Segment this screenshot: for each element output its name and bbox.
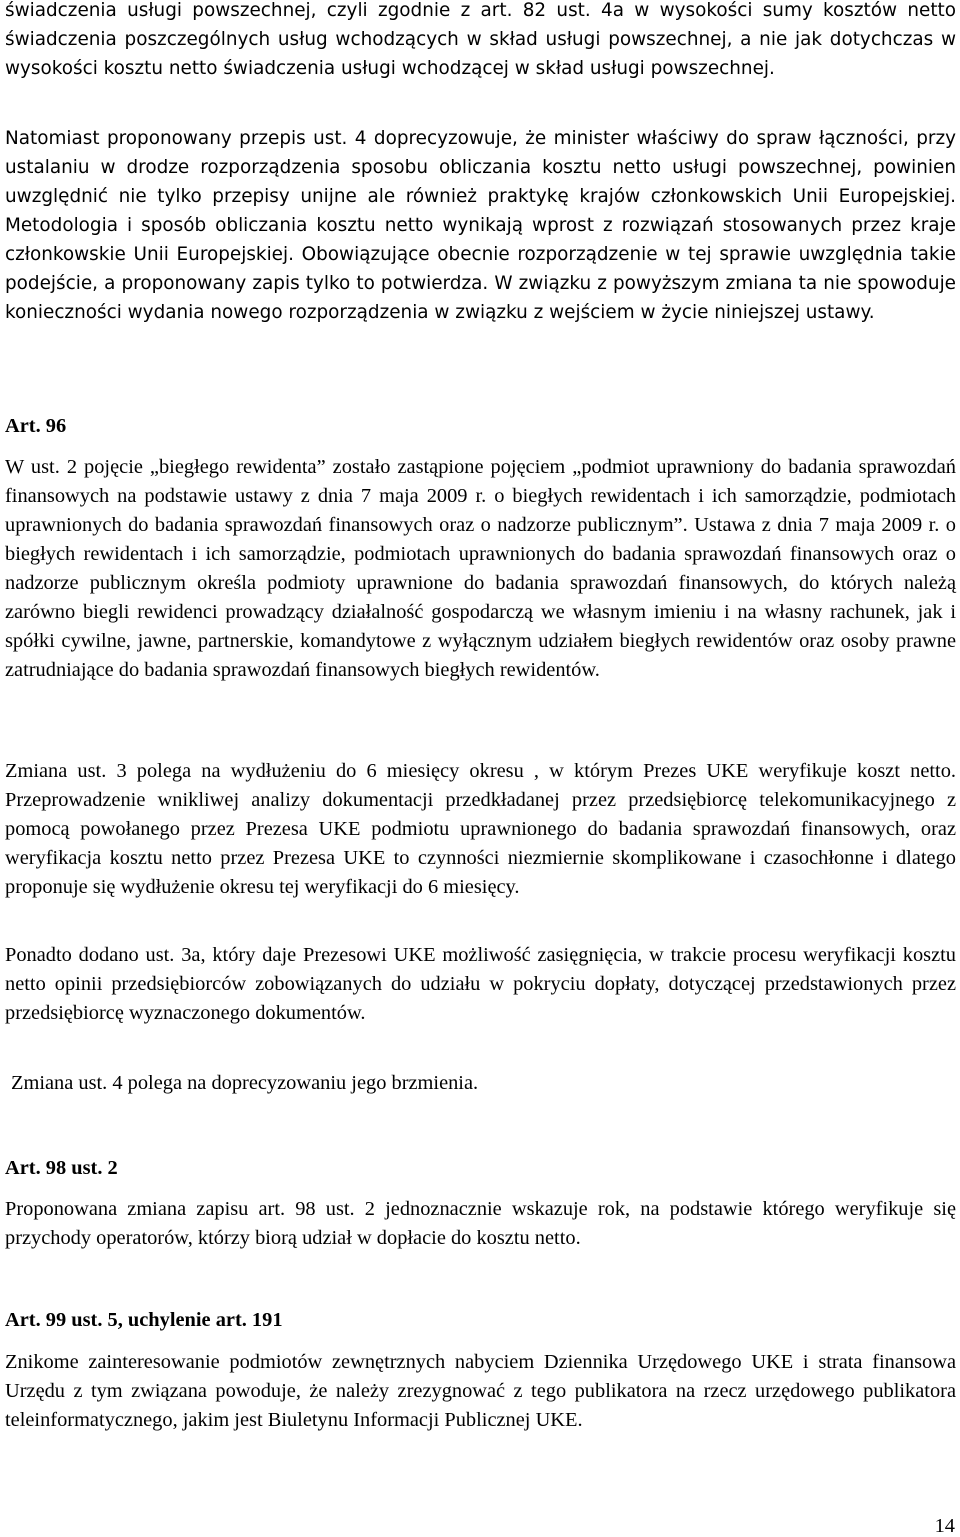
heading-art-96: Art. 96: [5, 415, 67, 437]
paragraph-universal-service-cost: świadczenia usługi powszechnej, czyli zgodnie z art. 82 ust. 4a w wysokości sumy kosztów netto świadczenia poszczególnych usług wchodzących w skład usługi powszechnej, a nie jak dotychczas w wysokości kosztu netto świadczenia usługi wchodzącej w skład usługi powszechnej.: [5, 0, 956, 79]
heading-art-99: Art. 99 ust. 5, uchylenie art. 191: [5, 1309, 283, 1331]
paragraph-auditor-definition: W ust. 2 pojęcie „biegłego rewidenta” zostało zastąpione pojęciem „podmiot uprawniony do badania sprawozdań finansowych na podstawie ustawy z dnia 7 maja 2009 r. o biegłych rewidentach i ich samorządzie, podmiotach uprawnionych do badania sprawozdań finansowych oraz o nadzorze publicznym”. Ustawa z dnia 7 maja 2009 r. o biegłych rewidentach i ich samorządzie, podmiotach uprawnionych do badania sprawozdań finansowych oraz o nadzorze publicznym określa podmioty uprawnione do badania sprawozdań finansowych, do których należą zarówno biegli rewidenci prowadzący działalność gospodarczą we własnym imieniu i na własny rachunek, jak i spółki cywilne, jawne, partnerskie, komandytowe z wyłącznym udziałem biegłych rewidentów oraz osoby prawne zatrudniające do badania sprawozdań finansowych biegłych rewidentów.: [5, 456, 956, 681]
paragraph-official-journal: Znikome zainteresowanie podmiotów zewnętrznych nabyciem Dziennika Urzędowego UKE i strata finansowa Urzędu z tym związana powoduje, że należy zrezygnować z tego publikatora na rzecz urzędowego publikatora teleinformatycznego, jakim jest Biuletynu Informacji Publicznej UKE.: [5, 1351, 956, 1431]
paragraph-verification-period: Zmiana ust. 3 polega na wydłużeniu do 6 miesięcy okresu , w którym Prezes UKE weryfikuje koszt netto. Przeprowadzenie wnikliwej analizy dokumentacji przedkładanej przez przedsiębiorcę telekomunikacyjnego z pomocą powołanego przez Prezesa UKE podmiotu uprawnionego do badania sprawozdań finansowych, oraz weryfikacja kosztu netto przez Prezesa UKE to czynności niezmiernie skomplikowane i czasochłonne i dlatego proponuje się wydłużenie okresu tej weryfikacji do 6 miesięcy.: [5, 760, 956, 898]
paragraph-revenue-year: Proponowana zmiana zapisu art. 98 ust. 2 jednoznacznie wskazuje rok, na podstawie którego weryfikuje się przychody operatorów, którzy biorą udział w dopłacie do kosztu netto.: [5, 1198, 956, 1249]
page-number: 14: [934, 1515, 955, 1537]
paragraph-clarification: Zmiana ust. 4 polega na doprecyzowaniu jego brzmienia.: [11, 1072, 479, 1094]
paragraph-minister-regulation: Natomiast proponowany przepis ust. 4 doprecyzowuje, że minister właściwy do spraw łączności, przy ustalaniu w drodze rozporządzenia sposobu obliczania kosztu netto usługi powszechnej, powinien uwzględnić nie tylko przepisy unijne ale również praktykę krajów członkowskich Unii Europejskiej. Metodologia i sposób obliczania kosztu netto wynikają wprost z rozwiązań stosowanych przez kraje członkowskie Unii Europejskiej. Obowiązujące obecnie rozporządzenie w tej sprawie uwzględnia takie podejście, a proponowany zapis tylko to potwierdza. W związku z powyższym zmiana ta nie spowoduje konieczności wydania nowego rozporządzenia w związku z wejściem w życie niniejszej ustawy.: [5, 128, 956, 323]
heading-art-98: Art. 98 ust. 2: [5, 1157, 118, 1179]
paragraph-opinion-entrepreneurs: Ponadto dodano ust. 3a, który daje Prezesowi UKE możliwość zasięgnięcia, w trakcie procesu weryfikacji kosztu netto opinii przedsiębiorców zobowiązanych do udziału w pokryciu dopłaty, dotyczącej przedstawionych przez przedsiębiorcę wyznaczonego dokumentów.: [5, 944, 956, 1024]
